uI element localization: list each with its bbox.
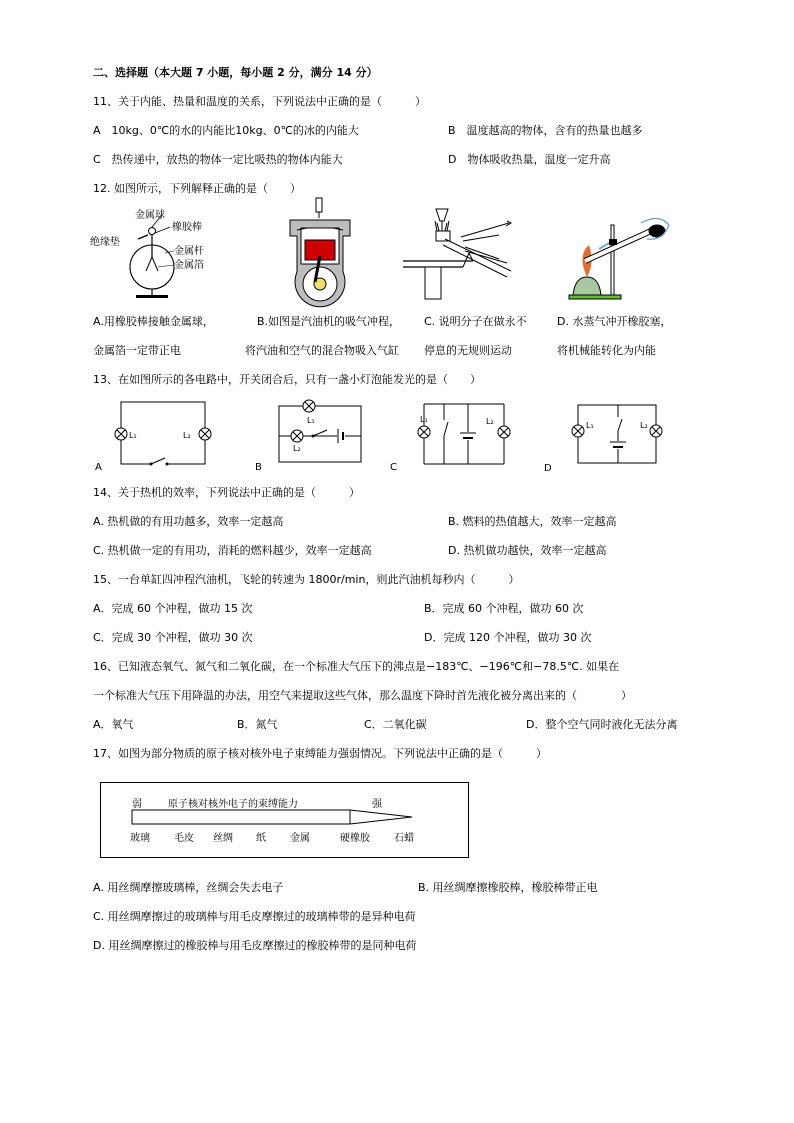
q16-stem-line1: 16、已知液态氧气、氮气和二氧化碳，在一个标准大气压下的沸点是−183℃、−196℃和−78.5℃. 如果在 (93, 660, 620, 673)
q14-option-c[interactable]: C. 热机做一定的有用功，消耗的燃料越少，效率一定越高 (93, 544, 372, 557)
circuit-a-label: A (95, 462, 102, 473)
circuit-d (540, 403, 670, 475)
material-glass: 玻璃 (130, 833, 150, 844)
material-metal: 金属 (290, 833, 310, 844)
q17-option-a[interactable]: A. 用丝绸摩擦玻璃棒，丝绸会失去电子 (93, 881, 284, 894)
circuit-d-l1: L₁ (586, 421, 594, 430)
engine-cylinder-figure (285, 198, 360, 310)
q12-stem: 12. 如图所示，下列解释正确的是（ ） (93, 182, 301, 195)
q16-stem-line2: 一个标准大气压下用降温的办法，用空气来提取这些气体，那么温度下降时首先液化被分离出来的（ ） (93, 689, 632, 702)
q11-stem: 11、关于内能、热量和温度的关系，下列说法中正确的是（ ） (93, 95, 426, 108)
q17-option-d[interactable]: D. 用丝绸摩擦过的橡胶棒与用毛皮摩擦过的橡胶棒带的是同种电荷 (93, 939, 417, 952)
label-metal-ball: 金属球 (135, 210, 165, 221)
figure-title: 原子核对核外电子的束缚能力 (168, 799, 298, 810)
test-tube-figure (565, 215, 675, 305)
q16-option-b[interactable]: B．氮气 (237, 718, 278, 731)
q17-option-c[interactable]: C. 用丝绸摩擦过的玻璃棒与用毛皮摩擦过的玻璃棒带的是异种电荷 (93, 910, 416, 923)
circuit-d-l2: L₂ (640, 421, 648, 430)
circuit-c-l2: L₂ (486, 417, 494, 426)
q16-option-d[interactable]: D．整个空气同时液化无法分离 (526, 718, 678, 731)
q11-option-d[interactable]: D 物体吸收热量，温度一定升高 (448, 153, 611, 166)
circuit-a-l2: L₂ (183, 431, 191, 440)
q14-option-d[interactable]: D. 热机做功越快，效率一定越高 (448, 544, 607, 557)
material-fur: 毛皮 (174, 833, 194, 844)
q14-stem: 14、关于热机的效率，下列说法中正确的是（ ） (93, 486, 360, 499)
circuit-b-l1: L₁ (307, 416, 315, 425)
q12-option-d-line1[interactable]: D. 水蒸气冲开橡胶塞， (557, 315, 672, 328)
circuit-c-l1: L₁ (420, 415, 428, 424)
friction-figure (403, 209, 515, 301)
circuit-a (95, 398, 215, 474)
q12-option-b-line2: 将汽油和空气的混合物吸入气缸 (245, 344, 399, 357)
binding-ability-figure (100, 782, 470, 860)
q16-option-a[interactable]: A．氧气 (93, 718, 134, 731)
q13-stem: 13、在如图所示的各电路中，开关闭合后，只有一盏小灯泡能发光的是（ ） (93, 373, 481, 386)
label-rubber-rod: 橡胶棒 (172, 222, 202, 233)
q16-option-c[interactable]: C．二氧化碳 (364, 718, 427, 731)
label-metal-foil: 金属箔 (174, 260, 204, 271)
electroscope-figure (90, 205, 260, 305)
q14-option-b[interactable]: B. 燃料的热值越大，效率一定越高 (448, 515, 617, 528)
circuit-b (253, 396, 373, 474)
q12-option-d-line2: 将机械能转化为内能 (557, 344, 656, 357)
circuit-c-label: C (390, 462, 397, 473)
figure-strong-label: 强 (372, 799, 382, 810)
label-insulating-pad: 绝缘垫 (90, 237, 120, 248)
q14-option-a[interactable]: A. 热机做的有用功越多，效率一定越高 (93, 515, 284, 528)
q12-option-c-line1[interactable]: C. 说明分子在做永不 (424, 315, 527, 328)
q12-option-a-line1[interactable]: A.用橡胶棒接触金属球， (93, 315, 214, 328)
q12-option-a-line2: 金属箔一定带正电 (93, 344, 181, 357)
q12-option-c-line2: 停息的无规则运动 (424, 344, 512, 357)
material-hard-rubber: 硬橡胶 (340, 833, 370, 844)
circuit-c (388, 402, 520, 474)
circuit-a-l1: L₁ (129, 431, 137, 440)
material-silk: 丝绸 (213, 833, 233, 844)
q17-option-b[interactable]: B. 用丝绸摩擦橡胶棒，橡胶棒带正电 (418, 881, 598, 894)
q15-stem: 15、一台单缸四冲程汽油机，飞轮的转速为 1800r/min，则此汽油机每秒内（ ） (93, 573, 520, 586)
label-metal-rod: 金属杆 (174, 246, 204, 257)
q12-option-b-line1[interactable]: B.如图是汽油机的吸气冲程， (257, 315, 401, 328)
q15-option-c[interactable]: C．完成 30 个冲程，做功 30 次 (93, 631, 253, 644)
q15-option-d[interactable]: D．完成 120 个冲程，做功 30 次 (424, 631, 592, 644)
section-title: 二、选择题（本大题 7 小题，每小题 2 分，满分 14 分） (93, 66, 378, 79)
circuit-d-label: D (544, 463, 552, 474)
circuit-b-l2: L₂ (293, 444, 301, 453)
q11-option-c[interactable]: C 热传递中，放热的物体一定比吸热的物体内能大 (93, 153, 343, 166)
q11-option-a[interactable]: A 10kg、0℃的水的内能比10kg、0℃的冰的内能大 (93, 124, 359, 137)
q17-stem: 17、如图为部分物质的原子核对核外电子束缚能力强弱情况。下列说法中正确的是（ ） (93, 747, 547, 760)
material-paper: 纸 (256, 833, 266, 844)
figure-weak-label: 弱 (132, 799, 142, 810)
q15-option-b[interactable]: B．完成 60 个冲程，做功 60 次 (424, 602, 584, 615)
q11-option-b[interactable]: B 温度越高的物体，含有的热量也越多 (448, 124, 643, 137)
material-paraffin: 石蜡 (394, 833, 414, 844)
q15-option-a[interactable]: A．完成 60 个冲程，做功 15 次 (93, 602, 253, 615)
circuit-b-label: B (255, 462, 262, 473)
